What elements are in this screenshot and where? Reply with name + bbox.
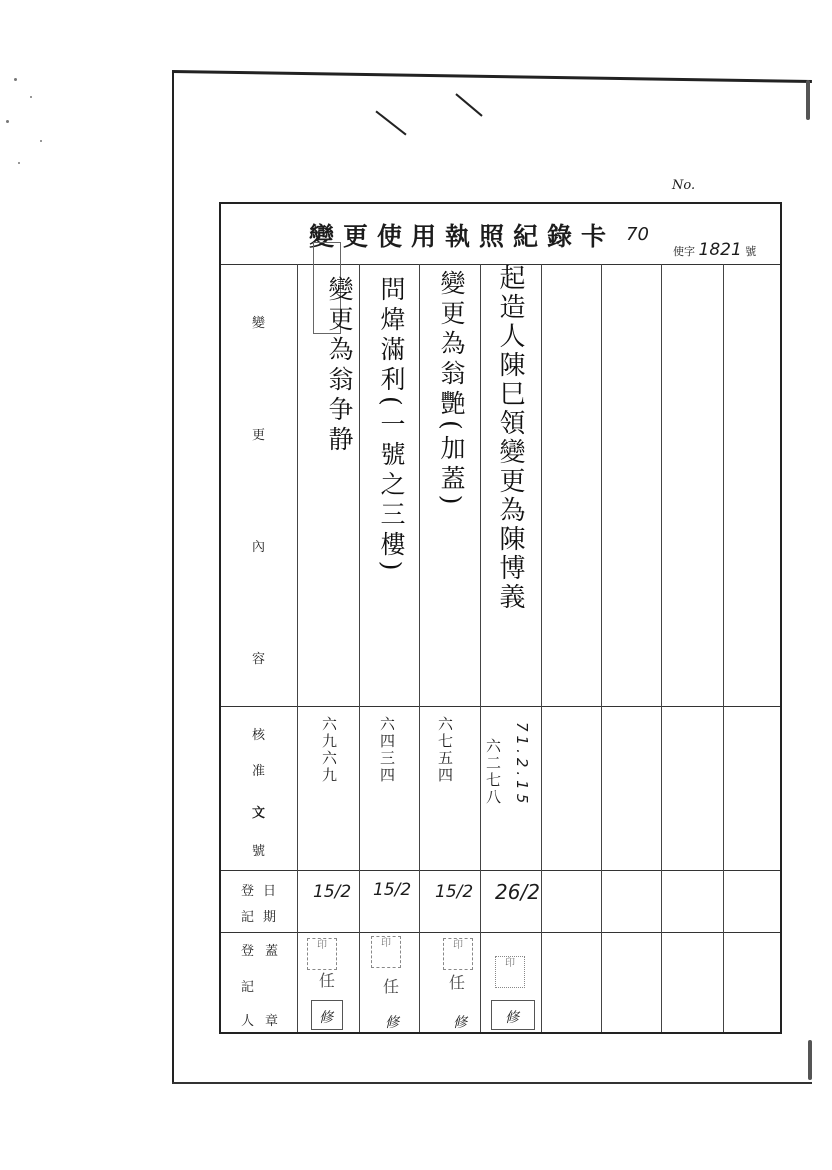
pen-mark bbox=[455, 93, 482, 116]
column-line bbox=[480, 264, 481, 1032]
approval-number: 六四三四 bbox=[378, 716, 396, 784]
sheet-bottom-edge bbox=[172, 1082, 812, 1084]
registration-date: 26/2 bbox=[495, 880, 540, 904]
license-number-field bbox=[673, 240, 756, 260]
sheet-left-edge bbox=[172, 72, 174, 1084]
registrar-signature: 修 bbox=[385, 1015, 399, 1031]
entry-content: 變更為翁争静 bbox=[325, 276, 354, 456]
handwritten-prefix: 70 bbox=[626, 224, 649, 245]
registrar-seal-icon: 印 bbox=[307, 938, 337, 970]
entry-content: 變更為翁艷(加蓋) bbox=[437, 270, 466, 510]
label-registrar-5: 章 bbox=[265, 1014, 279, 1029]
label-approval-1: 核 bbox=[252, 728, 266, 743]
label-change-content-1: 變 bbox=[252, 316, 266, 331]
sheet-top-edge bbox=[172, 70, 812, 83]
label-reg-date-2: 記 bbox=[241, 910, 255, 925]
entry-content: 問煒滿利(一號之三樓) bbox=[377, 276, 406, 576]
label-change-content-3: 內 bbox=[252, 540, 266, 555]
label-approval-2: 准 bbox=[252, 764, 266, 779]
label-approval-4: 號 bbox=[252, 844, 266, 859]
label-approval-3: 文 bbox=[252, 806, 266, 821]
column-line bbox=[661, 264, 662, 1032]
card-title: 變更使用執照紀錄卡 bbox=[309, 222, 616, 251]
pen-mark bbox=[375, 111, 406, 136]
registrar-signature: 修 bbox=[505, 1010, 519, 1026]
scan-speckle bbox=[18, 162, 20, 164]
registrar-stamp: 任 bbox=[383, 977, 400, 996]
label-registrar-1: 登 bbox=[241, 944, 255, 959]
column-line bbox=[419, 264, 420, 1032]
label-change-content-4: 容 bbox=[252, 652, 266, 667]
approval-number: 六七五四 bbox=[436, 716, 454, 784]
scan-speckle bbox=[30, 96, 32, 98]
approval-date-note: 71.2.15 bbox=[513, 722, 531, 808]
registrar-stamp: 任 bbox=[449, 973, 466, 992]
registrar-signature: 修 bbox=[319, 1010, 333, 1026]
license-suffix: 號 bbox=[745, 245, 757, 258]
registrar-seal-icon: 印 bbox=[495, 956, 525, 988]
label-registrar-2: 記 bbox=[241, 980, 255, 995]
label-reg-date-3: 日 bbox=[263, 884, 277, 899]
record-card bbox=[219, 202, 782, 1034]
label-reg-date-4: 期 bbox=[263, 910, 277, 925]
registrar-seal-icon: 印 bbox=[443, 938, 473, 970]
entry-content: 起造人陳巳領變更為陳博義 bbox=[495, 264, 525, 612]
scan-speckle bbox=[40, 140, 42, 142]
divider bbox=[221, 706, 780, 707]
divider bbox=[221, 870, 780, 871]
label-registrar-3: 蓋 bbox=[265, 944, 279, 959]
approval-number: 六二七八 bbox=[484, 738, 502, 806]
divider bbox=[221, 932, 780, 933]
number-mark: No. bbox=[672, 178, 696, 193]
scan-speckle bbox=[14, 78, 17, 81]
registrar-signature: 修 bbox=[453, 1015, 467, 1031]
registration-date: 15/2 bbox=[313, 882, 352, 902]
column-line bbox=[359, 264, 360, 1032]
scan-speckle bbox=[6, 120, 9, 123]
column-line bbox=[297, 264, 298, 1032]
registration-date: 15/2 bbox=[435, 882, 474, 902]
label-change-content-2: 更 bbox=[252, 428, 266, 443]
approval-number: 六九六九 bbox=[320, 716, 338, 784]
label-reg-date-1: 登 bbox=[241, 884, 255, 899]
label-registrar-4: 人 bbox=[241, 1014, 255, 1029]
registration-date: 15/2 bbox=[373, 880, 412, 900]
scan-edge-shadow bbox=[806, 80, 810, 120]
column-line bbox=[541, 264, 542, 1032]
scan-edge-shadow bbox=[808, 1040, 812, 1080]
registrar-seal-icon: 印 bbox=[371, 936, 401, 968]
column-line bbox=[723, 264, 724, 1032]
license-number: 1821 bbox=[698, 240, 742, 260]
column-line bbox=[601, 264, 602, 1032]
registrar-stamp: 任 bbox=[319, 971, 336, 990]
license-word: 使字 bbox=[673, 245, 695, 258]
